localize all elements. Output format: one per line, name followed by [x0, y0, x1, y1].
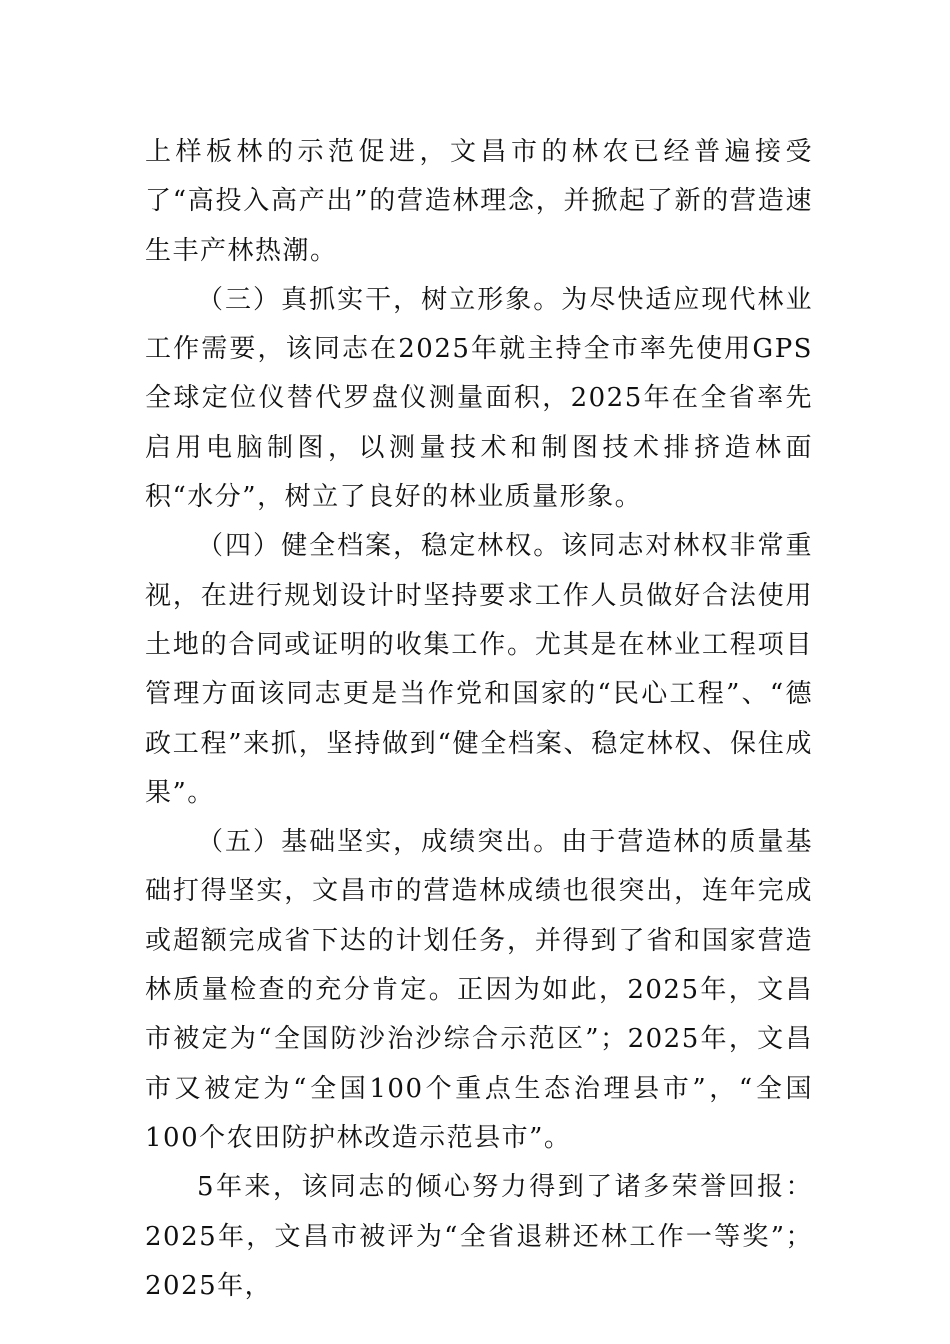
paragraph-section-three: （三）真抓实干，树立形象。为尽快适应现代林业工作需要，该同志在2025年就主持全市率先使用GPS全球定位仪替代罗盘仪测量面积，2025年在全省率先启用电脑制图，以测量技术和制图技术排挤造林面积“水分”，树立了良好的林业质量形象。: [145, 284, 813, 513]
paragraph-continuation: 上样板林的示范促进，文昌市的林农已经普遍接受了“高投入高产出”的营造林理念，并掀起了新的营造速生丰产林热潮。: [145, 137, 813, 266]
paragraph-honors: 5年来，该同志的倾心努力得到了诸多荣誉回报：2025年，文昌市被评为“全省退耕还林工作一等奖”；2025年，: [145, 1172, 813, 1301]
paragraph-section-five: （五）基础坚实，成绩突出。由于营造林的质量基础打得坚实，文昌市的营造林成绩也很突出，连年完成或超额完成省下达的计划任务，并得到了省和国家营造林质量检查的充分肯定。正因为如此，2025年，文昌市被定为“全国防沙治沙综合示范区”；2025年，文昌市又被定为“全国100个重点生态治理县市”，“全国100个农田防护林改造示范县市”。: [145, 827, 813, 1153]
document-body: [145, 128, 813, 1311]
paragraph-section-four: （四）健全档案，稳定林权。该同志对林权非常重视，在进行规划设计时坚持要求工作人员做好合法使用土地的合同或证明的收集工作。尤其是在林业工程项目管理方面该同志更是当作党和国家的“民心工程”、“德政工程”来抓，坚持做到“健全档案、稳定林权、保住成果”。: [145, 531, 813, 808]
